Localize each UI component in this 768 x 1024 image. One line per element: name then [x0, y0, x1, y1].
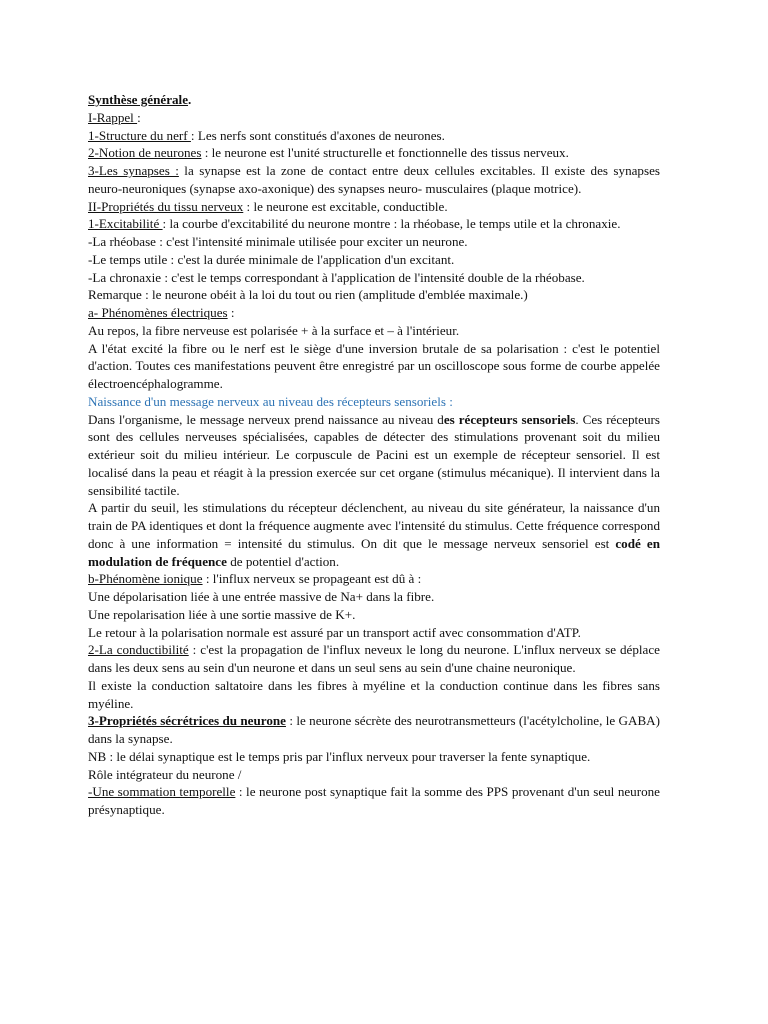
paragraph-synapses: 3-Les synapses : la synapse est la zone de contact entre deux cellules excitables. Il existe des synapses neuro-neuroniques (synapse axo-axonique) des synapses neuro- musculaires (plaque motrice). [88, 163, 660, 196]
paragraph-retour-polarisation: Le retour à la polarisation normale est assuré par un transport actif avec consommation d'ATP. [88, 624, 581, 640]
document-page [88, 91, 660, 819]
paragraph-recepteurs: Dans l'organisme, le message nerveux prend naissance au niveau des récepteurs sensoriels. Ces récepteurs sont des cellules nerveuses spécialisées, capables de détecter des stimulations provenant soit du milieu extérieur soit du milieu intérieur. Le corpuscule de Pacini est un exemple de récepteur sensoriel. Il est localisé dans la peau et réagit à la pression exercée sur cet organe (stimulus mécanique). Il intervient dans la sensibilité tactile. [88, 411, 660, 498]
line-repolarisation: Une repolarisation liée à une sortie massive de K+. [88, 606, 356, 622]
line-depolarisation: Une dépolarisation liée à une entrée massive de Na+ dans la fibre. [88, 589, 435, 604]
paragraph-notion-neurones: 2-Notion de neurones : le neurone est l'unité structurelle et fonctionnelle des tissus nerveux. [88, 145, 569, 161]
section-2-heading: II-Propriétés du tissu nerveux : le neurone est excitable, conductible. [88, 198, 448, 214]
line-role-integrateur: Rôle intégrateur du neurone / [88, 766, 242, 782]
paragraph-proprietes-secretrices: 3-Propriétés sécrétrices du neurone : le neurone sécrète des neurotransmetteurs (l'acétylcholine, le GABA) dans la synapse. [88, 713, 660, 746]
doc-title: Synthèse générale. [88, 92, 192, 107]
line-repos: Au repos, la fibre nerveuse est polarisée + à la surface et – à l'intérieur. [88, 322, 460, 338]
line-remarque: Remarque : le neurone obéit à la loi du tout ou rien (amplitude d'emblée maximale.) [88, 287, 528, 303]
paragraph-nb: NB : le délai synaptique est le temps pris par l'influx nerveux pour traverser la fente synaptique. [88, 748, 591, 764]
heading-naissance-message: Naissance d'un message nerveux au niveau des récepteurs sensoriels : [88, 393, 453, 409]
paragraph-etat-excite: A l'état excité la fibre ou le nerf est le siège d'une inversion brutale de sa polarisation : c'est le potentiel d'action. Toutes ces manifestations peuvent être enregistré par un oscilloscope sous forme de courbe appelée électroencéphalogramme. [88, 340, 660, 391]
paragraph-structure-nerf: 1-Structure du nerf : Les nerfs sont constitués d'axones de neurones. [88, 127, 445, 143]
heading-phenomenes-electriques: a- Phénomènes électriques : [88, 305, 235, 320]
line-temps-utile: -Le temps utile : c'est la durée minimale de l'application d'un excitant. [88, 251, 455, 267]
line-rheobase: -La rhéobase : c'est l'intensité minimale utilisée pour exciter un neurone. [88, 234, 468, 249]
paragraph-conduction: Il existe la conduction saltatoire dans les fibres à myéline et la conduction continue dans les fibres sans myéline. [88, 677, 660, 711]
paragraph-seuil: A partir du seuil, les stimulations du récepteur déclenchent, au niveau du site générateur, la naissance d'un train de PA identiques et dont la fréquence augmente avec l'intensité du stimulus. Cette fréquence correspond donc à une information = intensité du stimulus. On dit que le message nerveux sensoriel est codé en modulation de fréquence de potentiel d'action. [88, 500, 660, 569]
section-1-heading: I-Rappel : [88, 109, 141, 125]
heading-phenomene-ionique: b-Phénomène ionique : l'influx nerveux se propageant est dû à : [88, 571, 422, 587]
paragraph-conductibilite: 2-La conductibilité : c'est la propagation de l'influx neveux le long du neurone. L'influx nerveux se déplace dans les deux sens au sein d'un neurone et dans un seul sens au sein d'une chaine neuronique. [88, 642, 660, 675]
paragraph-excitabilite: 1-Excitabilité : la courbe d'excitabilité du neurone montre : la rhéobase, le temps utile et la chronaxie. [88, 216, 621, 232]
line-chronaxie: -La chronaxie : c'est le temps correspondant à l'application de l'intensité double de la rhéobase. [88, 269, 585, 285]
paragraph-sommation-temporelle: -Une sommation temporelle : le neurone post synaptique fait la somme des PPS provenant d'un seul neurone présynaptique. [88, 784, 660, 817]
